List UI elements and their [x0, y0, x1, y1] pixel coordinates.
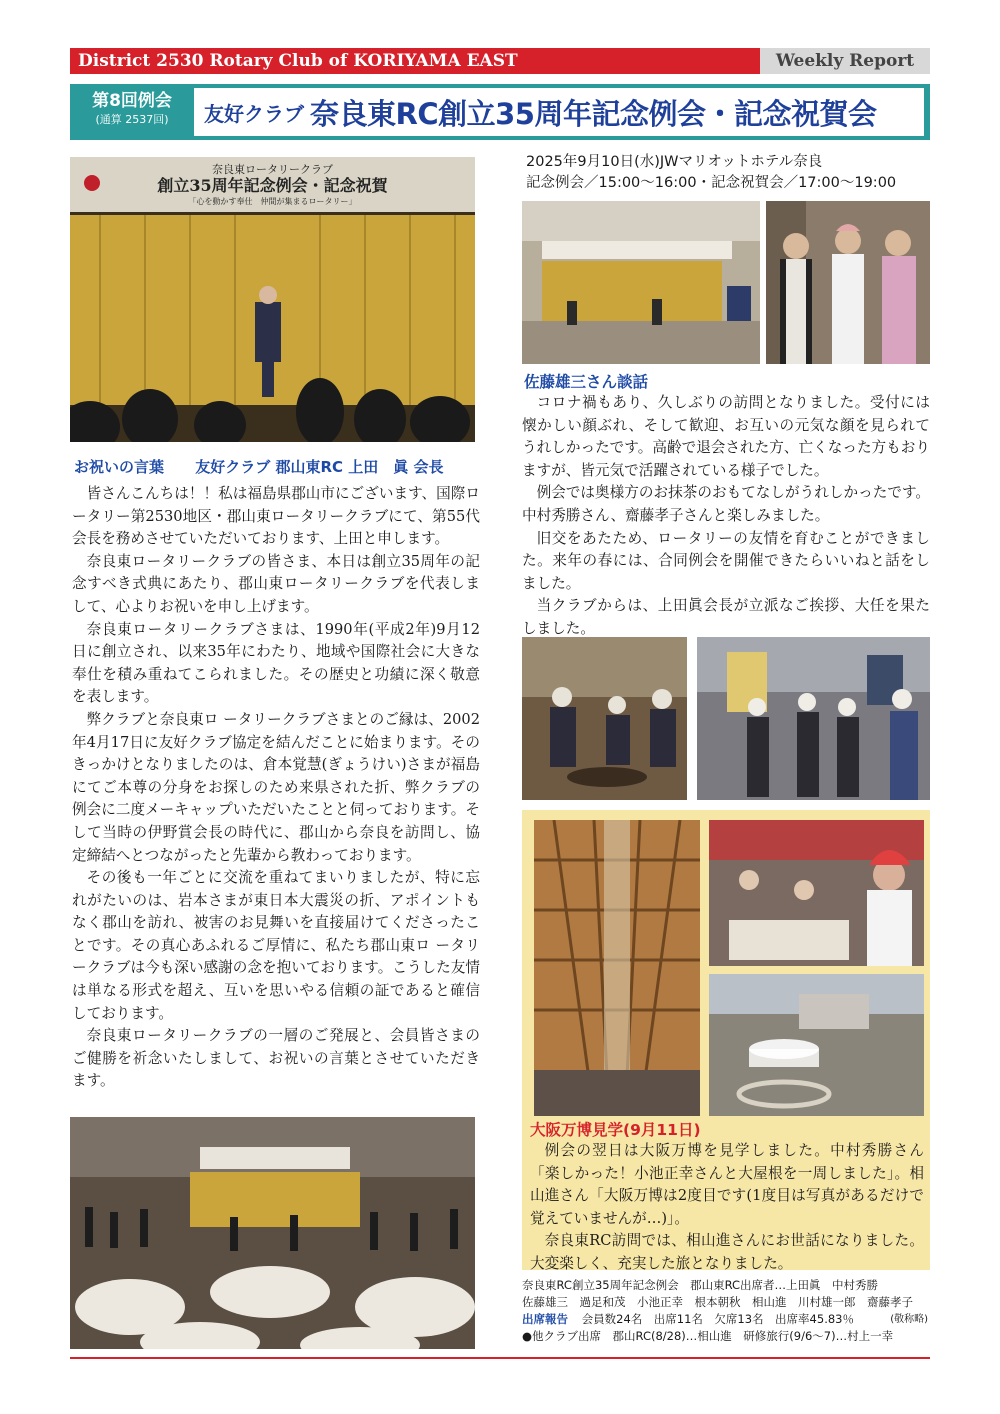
photo-three-members	[766, 201, 930, 364]
photo-food-court	[709, 820, 924, 966]
title-prefix: 友好クラブ	[204, 101, 304, 126]
speech-paragraph: その後も一年ごとに交流を重ねてまいりましたが、特に忘れがたいのは、岩本さまが東日本大震災の折、アポイントもなく郡山を訪れ、被害のお見舞いを直接届けてくださったことです。その真心あふれるご厚情に、私たち郡山東ロ ータリークラブは今も深い感謝の念を抱いております。こうした友情は単なる形式を超え、互いを思いやる信頼の証であると確信しております。	[72, 869, 480, 1022]
attendance-report	[522, 1277, 932, 1345]
sato-heading: 佐藤雄三さん談話	[524, 373, 649, 391]
sato-paragraph: コロナ禍もあり、久しぶりの訪問となりました。受付には懐かしい顔ぶれ、そして歓迎、お互いの元気な顔を見られてうれしかったです。高齢で退会された方、亡くなった方もおりますが、皆元気で活躍されている様子でした。	[522, 394, 930, 479]
speech-paragraph: 奈良東ロータリークラブの一層のご発展と、会員皆さまのご健勝を祈念いたしまして、お祝いの言葉とさせていただきます。	[72, 1027, 480, 1090]
attendance-stats-row	[522, 1311, 932, 1328]
attendance-stats: 会員数24名 出席11名 欠席13名 出席率45.83％	[581, 1312, 854, 1326]
photo-meeting-room	[522, 201, 760, 364]
photo-expo-plaza	[709, 974, 924, 1116]
bottom-rule	[70, 1357, 930, 1359]
sato-paragraph: 例会では奥様方のお抹茶のおもてなしがうれしかったです。中村秀勝さん、齋藤孝子さんと楽しみました。	[522, 484, 930, 524]
photo-lobby-conversation	[522, 637, 687, 800]
photo-speech-ceremony	[70, 157, 475, 442]
speech-paragraph: 奈良東ロータリークラブの皆さま、本日は創立35周年の記念すべき式典にあたり、郡山東ロータリークラブを代表しまして、心よりお祝いを申し上げます。	[72, 552, 480, 615]
weekly-report-label: Weekly Report	[760, 48, 930, 74]
banner-line3: 「心を動かす奉仕 仲間が集まるロータリー」	[188, 197, 357, 206]
speech-heading	[74, 456, 484, 477]
photo-station-group	[697, 637, 930, 800]
banner-line2: 創立35周年記念例会・記念祝賀	[157, 176, 388, 195]
event-schedule: 記念例会／15:00〜16:00・記念祝賀会／17:00〜19:00	[526, 175, 897, 191]
speech-body	[72, 483, 480, 1093]
speech-paragraph: 弊クラブと奈良東ロ ータリークラブさまとのご縁は、2002 年4月17日に友好クラブ協定を結んだことに始まります。そのきっかけとなりましたのは、倉本覚慧(ぎょうけい)さまが福島にてご本尊の分身をお探しのため来県された折、弊クラブの例会に二度メーキャップいただいたことと伺っております。そして当時の伊野賞会長の時代に、郡山から奈良を訪問し、協定締結へとつながったと先輩から教わっております。	[72, 710, 480, 864]
event-info	[526, 152, 936, 194]
speech-paragraph: 奈良東ロータリークラブさまは、1990年(平成2年)9月12 日に創立され、以来35年にわたり、地域や国際社会に大きな奉仕を積み重ねてこられました。その歴史と功績に深く敬意を表します。	[72, 620, 480, 706]
article-title	[194, 88, 924, 136]
title-main: 奈良東RC創立35周年記念例会・記念祝賀会	[310, 96, 877, 131]
meeting-total: (通算 2537回)	[95, 113, 169, 126]
meeting-number: 第8回例会	[92, 91, 172, 111]
sato-body	[522, 392, 930, 641]
attendance-label: 出席報告	[522, 1312, 568, 1326]
banner-line1: 奈良東ロータリークラブ	[212, 163, 333, 176]
honorific-note: (敬称略)	[890, 1314, 928, 1325]
attendees-line: 佐藤雄三 過足和茂 小池正幸 根本朝秋 相山進 川村雄一郎 齋藤孝子	[522, 1295, 913, 1309]
sato-paragraph: 旧交をあたため、ロータリーの友情を育むことができました。来年の春には、合同例会を開催できたらいいねと話をしました。	[522, 529, 930, 592]
photo-grand-roof	[534, 820, 700, 1116]
other-club-attendance: ●他クラブ出席 郡山RC(8/28)…相山進 研修旅行(9/6〜7)…村上一幸	[522, 1329, 894, 1343]
speech-heading-speaker: 友好クラブ 郡山東RC 上田 眞 会長	[195, 458, 444, 476]
attendees-line: 奈良東RC創立35周年記念例会 郡山東RC出席者…上田眞 中村秀勝	[522, 1278, 879, 1292]
banner	[70, 163, 475, 207]
photo-banquet-hall	[70, 1117, 475, 1349]
club-header: District 2530 Rotary Club of KORIYAMA EAST	[70, 48, 760, 74]
speech-paragraph: 皆さんこんちは！！私は福島県郡山市にございます、国際ロ ータリー第2530地区・郡山東ロータリークラブにて、第55代会長を務めさせていただいております、上田と申します。	[72, 485, 480, 548]
expo-paragraph: 例会の翌日は大阪万博を見学しました。中村秀勝さん「楽しかった！小池正幸さんと大屋根を一周しました」。相山進さん「大阪万博は2度目です(1度目は写真があるだけで覚えていませんが…)」。	[530, 1142, 924, 1227]
event-date-venue: 2025年9月10日(水)JWマリオットホテル奈良	[526, 154, 823, 170]
expo-heading: 大阪万博見学(9月11日)	[530, 1121, 701, 1139]
meeting-number-box	[76, 88, 188, 136]
expo-body	[530, 1140, 924, 1276]
sato-paragraph: 当クラブからは、上田眞会長が立派なご挨拶、大任を果たしました。	[522, 597, 930, 637]
expo-paragraph: 奈良東RC訪問では、相山進さんにお世話になりました。大変楽しく、充実した旅となりました。	[530, 1232, 924, 1272]
speech-heading-title: お祝いの言葉	[74, 458, 165, 476]
